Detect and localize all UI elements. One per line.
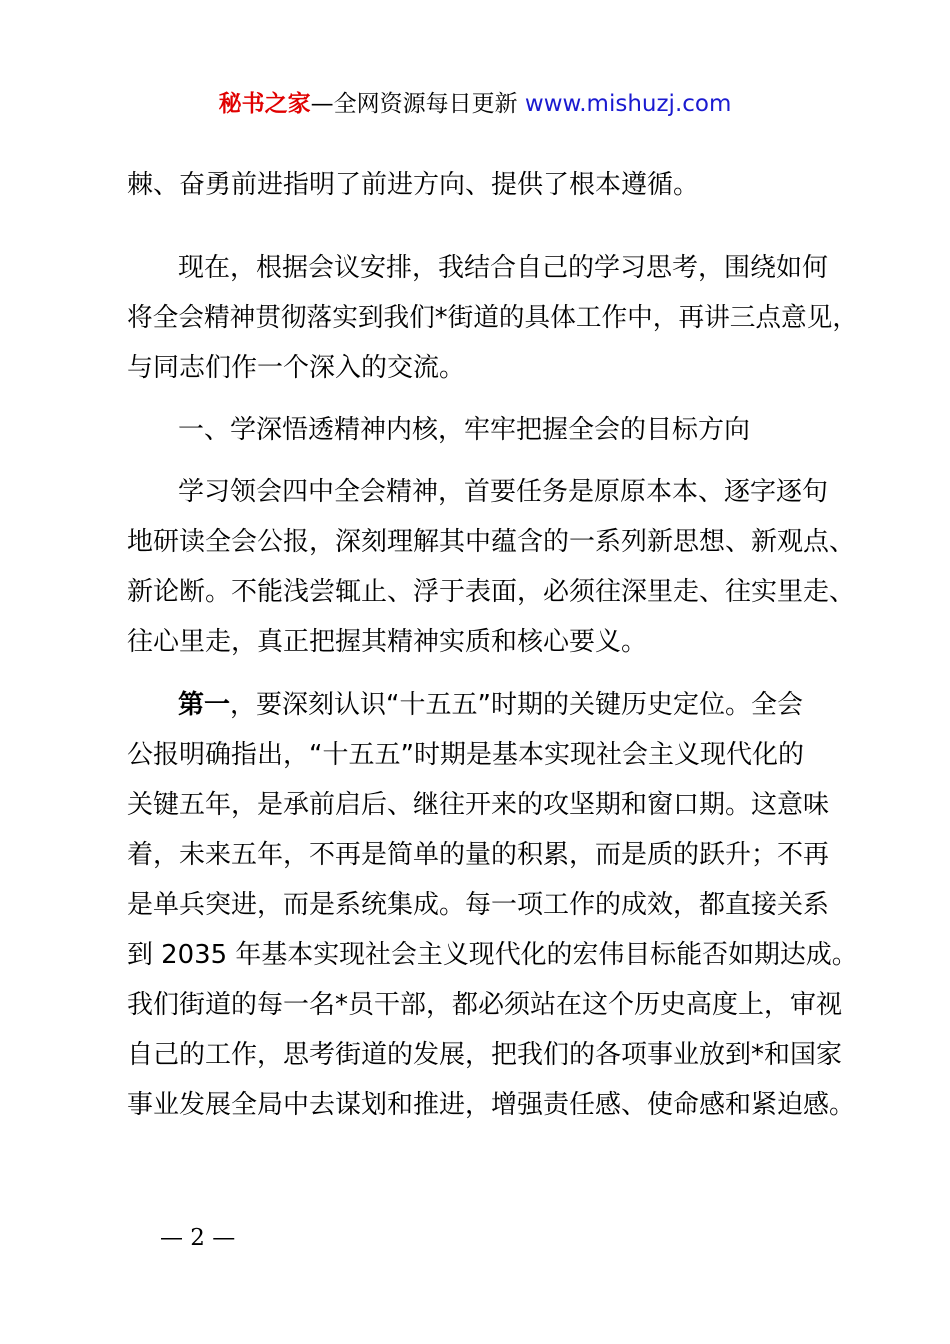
point-one-line-5: 是单兵突进，而是系统集成。每一项工作的成效，都直接关系 <box>127 890 830 920</box>
text-line <box>0 1030 950 1080</box>
text-line <box>0 1080 950 1130</box>
site-header <box>0 88 950 120</box>
point-one-line-3: 关键五年，是承前启后、继往开来的攻坚期和窗口期。这意味 <box>127 790 830 820</box>
text-line <box>0 730 950 780</box>
paragraph-intro-line-3: 与同志们作一个深入的交流。 <box>127 353 466 383</box>
point-one-line-4: 着，未来五年，不再是简单的量的积累，而是质的跃升；不再 <box>127 840 830 870</box>
point-one-line-7: 我们街道的每一名*员干部，都必须站在这个历史高度上，审视 <box>127 990 843 1020</box>
text-line <box>0 243 950 293</box>
point-one-line-9: 事业发展全局中去谋划和推进，增强责任感、使命感和紧迫感。 <box>127 1090 856 1120</box>
point-one-line-6: 到 2035 年基本实现社会主义现代化的宏伟目标能否如期达成。 <box>127 940 858 970</box>
text-line <box>0 567 950 617</box>
text-line <box>0 830 950 880</box>
paragraph-study-line-4: 往心里走，真正把握其精神实质和核心要义。 <box>127 627 648 657</box>
section-heading: 一、学深悟透精神内核，牢牢把握全会的目标方向 <box>178 415 751 445</box>
point-one-line-1: ，要深刻认识“十五五”时期的关键历史定位。全会 <box>230 690 803 720</box>
text-line <box>0 343 950 393</box>
text-line <box>0 680 950 730</box>
page-number: — 2 — <box>160 1225 236 1251</box>
header-brand: 秘书之家 <box>218 91 311 117</box>
text-line <box>0 517 950 567</box>
paragraph-intro-line-1: 现在，根据会议安排，我结合自己的学习思考，围绕如何 <box>178 253 829 283</box>
header-url-link[interactable]: www.mishuzj.com <box>524 91 732 117</box>
text-line <box>0 880 950 930</box>
paragraph-study-line-3: 新论断。不能浅尝辄止、浮于表面，必须往深里走、往实里走、 <box>127 577 856 607</box>
text-line <box>0 467 950 517</box>
text-line <box>0 980 950 1030</box>
continuation-line: 棘、奋勇前进指明了前进方向、提供了根本遵循。 <box>127 170 700 200</box>
text-line <box>0 780 950 830</box>
text-line <box>0 160 950 210</box>
point-one-line-2: 公报明确指出，“十五五”时期是基本实现社会主义现代化的 <box>127 740 804 770</box>
text-line <box>0 617 950 667</box>
paragraph-intro-line-2: 将全会精神贯彻落实到我们*街道的具体工作中，再讲三点意见， <box>127 303 859 333</box>
paragraph-study-line-2: 地研读全会公报，深刻理解其中蕴含的一系列新思想、新观点、 <box>127 527 856 557</box>
text-line <box>0 930 950 980</box>
header-tagline: —全网资源每日更新 <box>310 91 525 117</box>
point-one-label: 第一 <box>178 690 231 720</box>
point-one-line-8: 自己的工作，思考街道的发展，把我们的各项事业放到*和国家 <box>127 1040 843 1070</box>
text-line <box>0 405 950 455</box>
text-line <box>0 293 950 343</box>
paragraph-study-line-1: 学习领会四中全会精神，首要任务是原原本本、逐字逐句 <box>178 477 829 507</box>
